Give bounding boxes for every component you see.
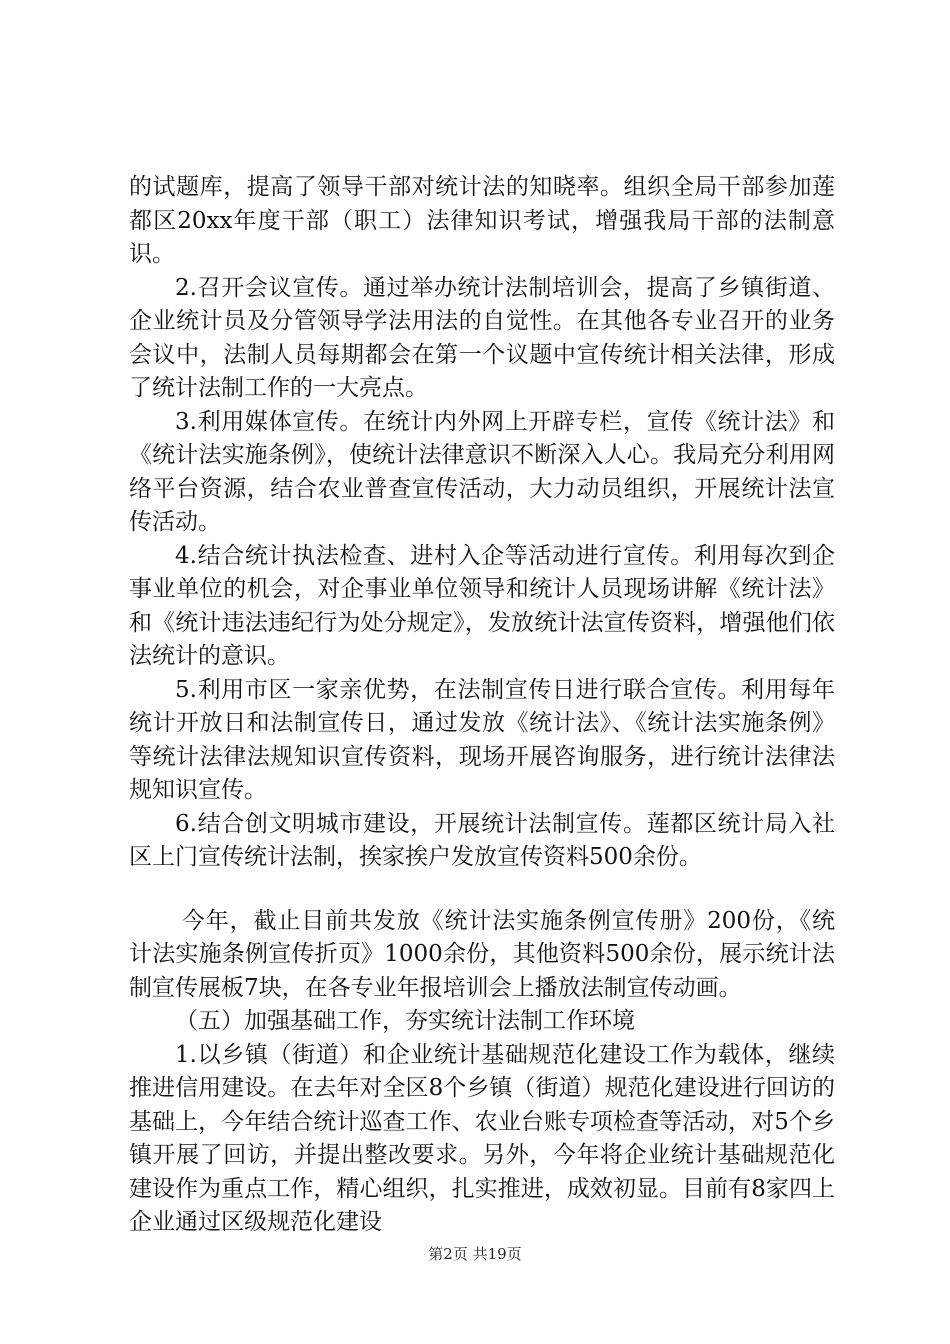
paragraph-item-6: 6.结合创文明城市建设，开展统计法制宣传。莲都区统计局入社区上门宣传统计法制，挨家挨户发放宣传资料500余份。 [129,810,835,870]
paragraph-summary: 今年，截止目前共发放《统计法实施条例宣传册》200份，《统计法实施条例宣传折页》1000余份，其他资料500余份，展示统计法制宣传展板7块，在各专业年报培训会上播放法制宣传动画。 [129,907,835,1001]
page-number-footer: 第2页 共19页 [428,1245,522,1263]
section-heading: （五）加强基础工作，夯实统计法制工作环境 [175,1008,635,1034]
paragraph-item-2: 2.召开会议宣传。通过举办统计法制培训会，提高了乡镇街道、企业统计员及分管领导学法用法的自觉性。在其他各专业召开的业务会议中，法制人员每期都会在第一个议题中宣传统计相关法律，形成了统计法制工作的一大亮点。 [129,274,835,401]
paragraph-section-item-1: 1.以乡镇（街道）和企业统计基础规范化建设工作为载体，继续推进信用建设。在去年对全区8个乡镇（街道）规范化建设进行回访的基础上，今年结合统计巡查工作、农业台账专项检查等活动，对5个乡镇开展了回访，并提出整改要求。另外，今年将企业统计基础规范化建设作为重点工作，精心组织，扎实推进，成效初显。目前有8家四上企业通过区级规范化建设 [129,1041,835,1235]
paragraph-continuation: 的试题库，提高了领导干部对统计法的知晓率。组织全局干部参加莲都区20xx年度干部（职工）法律知识考试，增强我局干部的法制意识。 [129,174,835,267]
paragraph-item-5: 5.利用市区一家亲优势，在法制宣传日进行联合宣传。利用每年统计开放日和法制宣传日，通过发放《统计法》、《统计法实施条例》等统计法律法规知识宣传资料，现场开展咨询服务，进行统计法律法规知识宣传。 [129,676,835,803]
paragraph-gap [129,875,835,905]
document-body [129,171,835,1240]
paragraph-item-3: 3.利用媒体宣传。在统计内外网上开辟专栏，宣传《统计法》和《统计法实施条例》，使统计法律意识不断深入人心。我局充分利用网络平台资源，结合农业普查宣传活动，大力动员组织，开展统计法宣传活动。 [129,408,835,535]
paragraph-item-4: 4.结合统计执法检查、进村入企等活动进行宣传。利用每次到企事业单位的机会，对企事业单位领导和统计人员现场讲解《统计法》和《统计违法违纪行为处分规定》，发放统计法宣传资料，增强他们依法统计的意识。 [129,542,835,669]
